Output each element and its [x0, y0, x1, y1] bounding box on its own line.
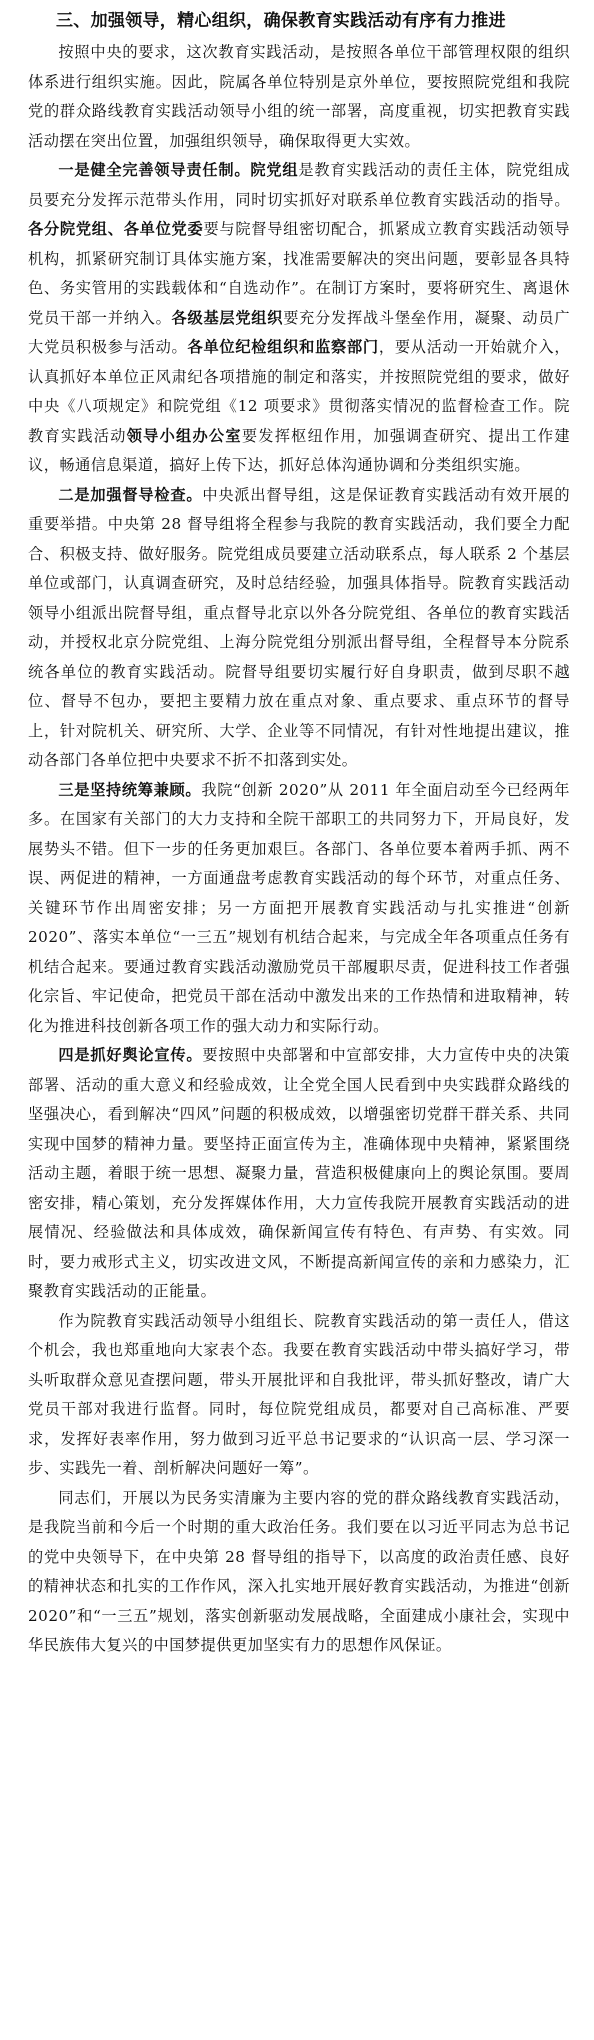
- text-run: ，要从活动一开始就介入，认真抓好本单位正风肃纪各项措施的制定和落实，并按照院党组的要求，做好中央《八项规定》和院党组《12 项要求》贯彻落实情况的监督检查工作。院教育实践活动: [28, 338, 571, 445]
- paragraph-conclusion: [28, 1484, 570, 1661]
- paragraph-supervision: [28, 481, 570, 776]
- bold-text-run: 二是加强督导检查。: [58, 485, 203, 504]
- text-run: 按照中央的要求，这次教育实践活动，是按照各单位干部管理权限的组织体系进行组织实施。因此，院属各单位特别是京外单位，要按照院党组和我院党的群众路线教育实践活动领导小组的统一部署，高度重视，切实把教育实践活动摆在突出位置，加强组织领导，确保取得更大实效。: [28, 43, 570, 150]
- text-run: 要充分发挥战斗堡垒作用，凝聚、动员广大党员积极参与活动。: [28, 308, 571, 356]
- text-run: 作为院教育实践活动领导小组组长、院教育实践活动的第一责任人，借这个机会，我也郑重地向大家表个态。我要在教育实践活动中带头搞好学习，带头听取群众意见查摆问题，带头开展批评和自我批评，带头抓好整改，请广大党员干部对我进行监督。同时，每位院党组成员，都要对自己高标准、严要求，发挥好表率作用，努力做到习近平总书记要求的“认识高一层、学习深一步、实践先一着、剖析解决问题好一筹”。: [28, 1311, 570, 1477]
- paragraph-overall-planning: [28, 776, 570, 1042]
- bold-text-run: 各分院党组、各单位党委: [28, 220, 204, 238]
- paragraph-publicity: [28, 1041, 570, 1307]
- text-run: 中央派出督导组，这是保证教育实践活动有效开展的重要举措。中央第 28 督导组将全程参与我院的教育实践活动，我们要全力配合、积极支持、做好服务。院党组成员要建立活动联系点，每人联系 2 个基层单位或部门，认真调查研究，及时总结经验，加强具体指导。院教育实践活动领导小组派出院督导组，重点督导北京以外各分院党组、各单位的教育实践活动，并授权北京分院党组、上海分院党组分别派出督导组，全程督导本分院系统各单位的教育实践活动。院督导组要切实履行好自身职责，做到尽职不越位、督导不包办，要把主要精力放在重点对象、重点要求、重点环节的督导上，针对院机关、研究所、大学、企业等不同情况，有针对性地提出建议，推动各部门各单位把中央要求不折不扣落到实处。: [28, 485, 571, 769]
- bold-text-run: 院党组: [250, 161, 299, 179]
- bold-text-run: 各级基层党组织: [171, 308, 284, 327]
- bold-text-run: 一是健全完善领导责任制。: [58, 161, 251, 179]
- text-run: 要发挥枢纽作用，加强调查研究、提出工作建议，畅通信息渠道，搞好上传下达，抓好总体沟通协调和分类组织实施。: [28, 426, 571, 474]
- paragraph-intro: [28, 38, 570, 156]
- bold-text-run: 三是坚持统筹兼顾。: [58, 780, 202, 799]
- bold-text-run: 各单位纪检组织和监察部门: [187, 338, 379, 356]
- paragraph-leadership-responsibility: [28, 156, 570, 481]
- text-run: 同志们，开展以为民务实清廉为主要内容的党的群众路线教育实践活动，是我院当前和今后一个时期的重大政治任务。我们要在以习近平同志为总书记的党中央领导下，在中央第 28 督导组的指导下，以高度的政治责任感、良好的精神状态和扎实的工作作风，深入扎实地开展好教育实践活动，为推进“创新 2020”和“一三五”规划，落实创新驱动发展战略，全面建成小康社会，实现中华民族伟大复兴的中国梦提供更加坚实有力的思想作风保证。: [28, 1488, 570, 1654]
- text-run: 我院“创新 2020”从 2011 年全面启动至今已经两年多。在国家有关部门的大力支持和全院干部职工的共同努力下，开局良好，发展势头不错。但下一步的任务更加艰巨。各部门、各单位要本着两手抓、两不误、两促进的精神，一方面通盘考虑教育实践活动的每个环节，对重点任务、关键环节作出周密安排；另一方面把开展教育实践活动与扎实推进“创新 2020”、落实本单位“一三五”规划有机结合起来，与完成全年各项重点任务有机结合起来。要通过教育实践活动激励党员干部履职尽责，促进科技工作者强化宗旨、牢记使命，把党员干部在活动中激发出来的工作热情和进取精神，转化为推进科技创新各项工作的强大动力和实际行动。: [28, 780, 570, 1035]
- section-heading: 三、加强领导，精心组织，确保教育实践活动有序有力推进: [56, 11, 506, 31]
- text-run: 是教育实践活动的责任主体，院党组成员要充分发挥示范带头作用，同时切实抓好对联系单位教育实践活动的指导。: [28, 161, 571, 209]
- bold-text-run: 领导小组办公室: [126, 426, 242, 445]
- text-run: 要按照中央部署和中宣部安排，大力宣传中央的决策部署、活动的重大意义和经验成效，让全党全国人民看到中央实践群众路线的坚强决心，看到解决“四风”问题的积极成效，以增强密切党群干群关系、共同实现中国梦的精神力量。要坚持正面宣传为主，准确体现中央精神，紧紧围绕活动主题，着眼于统一思想、凝聚力量，营造积极健康向上的舆论氛围。要周密安排，精心策划，充分发挥媒体作用，大力宣传我院开展教育实践活动的进展情况、经验做法和具体成效，确保新闻宣传有特色、有声势、有实效。同时，要力戒形式主义，切实改进文风，不断提高新闻宣传的亲和力感染力，汇聚教育实践活动的正能量。: [28, 1046, 571, 1300]
- text-run: 要与院督导组密切配合，抓紧成立教育实践活动领导机构，抓紧研究制订具体实施方案，找准需要解决的突出问题，要彰显各具特色、务实管用的实践载体和“自选动作”。在制订方案时，要将研究生、离退休党员干部一并纳入。: [28, 220, 571, 327]
- bold-text-run: 四是抓好舆论宣传。: [58, 1046, 203, 1064]
- paragraph-commitment: [28, 1307, 570, 1484]
